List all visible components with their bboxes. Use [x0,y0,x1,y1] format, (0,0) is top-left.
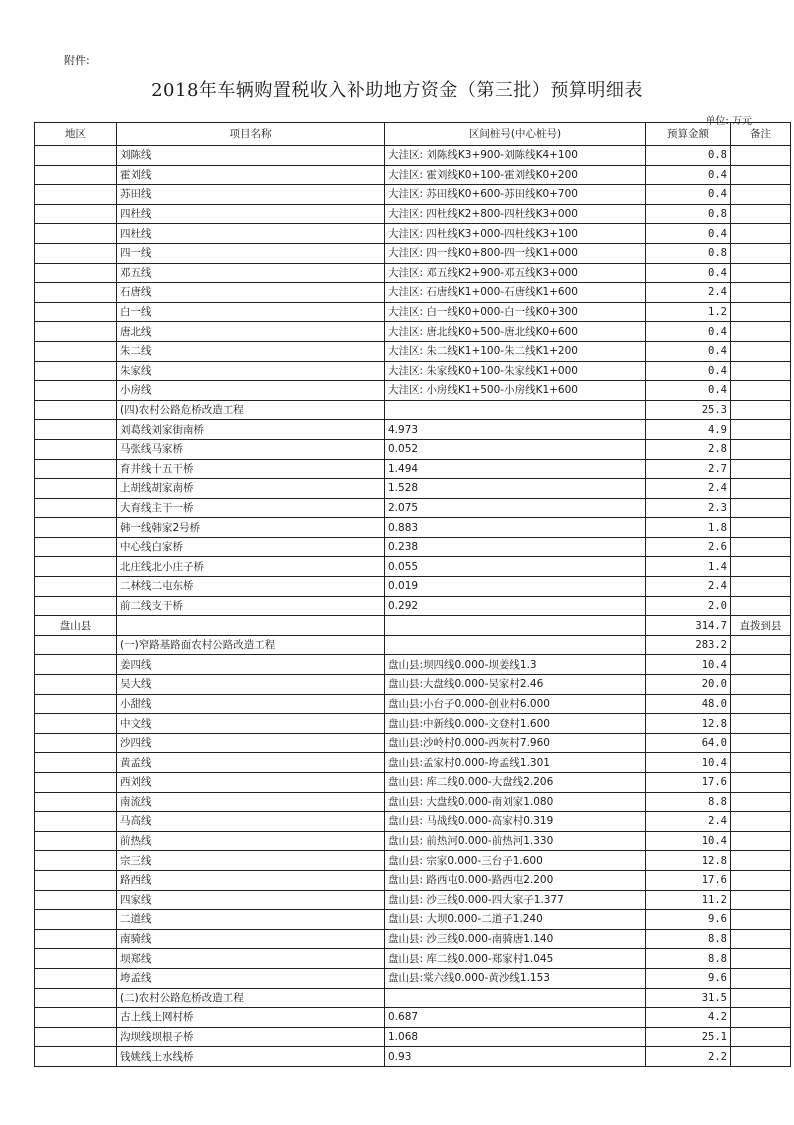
cell-range: 大洼区: 四杜线K2+800-四杜线K3+000 [385,204,646,224]
cell-region [35,773,117,793]
cell-remark [731,204,791,224]
cell-region [35,988,117,1008]
cell-amount: 0.4 [646,224,731,244]
cell-remark [731,557,791,577]
cell-region [35,596,117,616]
cell-region [35,577,117,597]
cell-project-name: 中心线白家桥 [117,537,385,557]
table-row [35,302,791,322]
cell-amount: 0.4 [646,263,731,283]
cell-range: 1.068 [385,1027,646,1047]
cell-project-name: 西刘线 [117,773,385,793]
cell-project-name: 南骑线 [117,929,385,949]
table-row [35,929,791,949]
cell-range: 盘山县: 前热河0.000-前热河1.330 [385,831,646,851]
header-remark: 备注 [731,123,791,146]
cell-range: 4.973 [385,420,646,440]
cell-remark [731,831,791,851]
cell-amount: 8.8 [646,929,731,949]
cell-range: 盘山县: 大坝0.000-二道子1.240 [385,910,646,930]
cell-project-name: 四杜线 [117,224,385,244]
cell-amount: 10.4 [646,655,731,675]
cell-remark [731,870,791,890]
cell-project-name: 南流线 [117,792,385,812]
cell-range: 盘山县: 库二线0.000-郑家村1.045 [385,949,646,969]
cell-range: 0.238 [385,537,646,557]
cell-remark [731,890,791,910]
cell-region [35,753,117,773]
table-row [35,361,791,381]
cell-amount: 4.2 [646,1008,731,1028]
cell-remark [731,812,791,832]
cell-project-name: 马高线 [117,812,385,832]
cell-region [35,263,117,283]
cell-project-name: 四一线 [117,243,385,263]
table-row [35,557,791,577]
cell-range: 大洼区: 四杜线K3+000-四杜线K3+100 [385,224,646,244]
cell-amount: 2.4 [646,479,731,499]
cell-region [35,733,117,753]
cell-range: 盘山县:坝四线0.000-坝姜线1.3 [385,655,646,675]
cell-amount: 0.8 [646,243,731,263]
cell-region: 盘山县 [35,616,117,636]
table-row [35,439,791,459]
cell-remark [731,968,791,988]
cell-project-name: 路西线 [117,870,385,890]
cell-range: 盘山县: 路西屯0.000-路西屯2.200 [385,870,646,890]
cell-range: 盘山县:中新线0.000-文登村1.600 [385,714,646,734]
table-row [35,204,791,224]
cell-range: 盘山县:棠六线0.000-黄沙线1.153 [385,968,646,988]
table-row [35,341,791,361]
table-row [35,224,791,244]
cell-remark [731,596,791,616]
cell-remark [731,146,791,166]
cell-remark [731,714,791,734]
cell-remark: 直拨到县 [731,616,791,636]
table-row [35,420,791,440]
cell-remark [731,165,791,185]
cell-amount: 2.0 [646,596,731,616]
unit-label: 单位: 万元 [705,116,752,127]
cell-region [35,420,117,440]
table-header-row [35,123,791,146]
cell-range: 大洼区: 石唐线K1+000-石唐线K1+600 [385,283,646,303]
table-row [35,263,791,283]
table-row [35,185,791,205]
cell-range: 大洼区: 苏田线K0+600-苏田线K0+700 [385,185,646,205]
cell-project-name: 刘陈线 [117,146,385,166]
cell-region [35,890,117,910]
cell-remark [731,753,791,773]
cell-amount: 283.2 [646,635,731,655]
table-row [35,1008,791,1028]
table-row [35,675,791,695]
cell-amount: 2.6 [646,537,731,557]
cell-region [35,243,117,263]
cell-amount: 12.8 [646,851,731,871]
cell-range: 盘山县: 大盘线0.000-南刘家1.080 [385,792,646,812]
cell-project-name: 黄孟线 [117,753,385,773]
cell-remark [731,910,791,930]
cell-project-name: 四杜线 [117,204,385,224]
cell-range: 盘山县: 库二线0.000-大盘线2.206 [385,773,646,793]
cell-range: 0.883 [385,518,646,538]
cell-region [35,1027,117,1047]
cell-project-name: 四家线 [117,890,385,910]
cell-range: 盘山县:大盘线0.000-吴家村2.46 [385,675,646,695]
cell-range: 2.075 [385,498,646,518]
cell-region [35,1008,117,1028]
table-row [35,694,791,714]
cell-project-name: 前二线支干桥 [117,596,385,616]
table-row [35,400,791,420]
cell-amount: 11.2 [646,890,731,910]
cell-project-name: 朱家线 [117,361,385,381]
table-row [35,753,791,773]
cell-remark [731,1047,791,1067]
table-row [35,459,791,479]
cell-remark [731,773,791,793]
cell-project-name: 沙四线 [117,733,385,753]
cell-range: 1.528 [385,479,646,499]
table-row [35,655,791,675]
cell-region [35,381,117,401]
table-row [35,1047,791,1067]
cell-amount: 0.4 [646,361,731,381]
cell-project-name: 韩一线韩家2号桥 [117,518,385,538]
cell-project-name: 邓五线 [117,263,385,283]
cell-amount: 8.8 [646,792,731,812]
cell-project-name: 古上线上网村桥 [117,1008,385,1028]
cell-amount: 1.2 [646,302,731,322]
table-row [35,635,791,655]
cell-region [35,322,117,342]
table-row [35,596,791,616]
cell-region [35,655,117,675]
cell-range: 大洼区: 唐北线K0+500-唐北线K0+600 [385,322,646,342]
cell-project-name: 北庄线北小庄子桥 [117,557,385,577]
cell-amount: 0.4 [646,322,731,342]
cell-range: 大洼区: 刘陈线K3+900-刘陈线K4+100 [385,146,646,166]
table-row [35,870,791,890]
cell-amount: 2.2 [646,1047,731,1067]
table-row [35,851,791,871]
cell-remark [731,322,791,342]
budget-table [34,122,791,1067]
cell-project-name: 钱姚线上水线桥 [117,1047,385,1067]
cell-range: 盘山县:孟家村0.000-垮孟线1.301 [385,753,646,773]
cell-amount: 20.0 [646,675,731,695]
cell-region [35,361,117,381]
cell-project-name: 刘葛线刘家街南桥 [117,420,385,440]
cell-range: 0.687 [385,1008,646,1028]
cell-project-name: 前热线 [117,831,385,851]
cell-remark [731,988,791,1008]
cell-range: 大洼区: 霍刘线K0+100-霍刘线K0+200 [385,165,646,185]
cell-project-name: (四)农村公路危桥改造工程 [117,400,385,420]
table-row [35,812,791,832]
cell-range: 大洼区: 朱二线K1+100-朱二线K1+200 [385,341,646,361]
cell-remark [731,243,791,263]
cell-project-name: 沟坝线坝根子桥 [117,1027,385,1047]
cell-range: 盘山县: 沙三线0.000-四大家子1.377 [385,890,646,910]
cell-remark [731,949,791,969]
table-row [35,890,791,910]
cell-amount: 314.7 [646,616,731,636]
cell-range: 盘山县: 沙三线0.000-南骑唐1.140 [385,929,646,949]
table-body [35,146,791,1067]
cell-remark [731,792,791,812]
cell-region [35,949,117,969]
cell-range [385,616,646,636]
cell-remark [731,655,791,675]
cell-amount: 64.0 [646,733,731,753]
cell-project-name: 苏田线 [117,185,385,205]
cell-region [35,635,117,655]
cell-project-name: 朱二线 [117,341,385,361]
cell-range: 盘山县: 宗家0.000-三台子1.600 [385,851,646,871]
cell-remark [731,694,791,714]
table-row [35,831,791,851]
cell-region [35,165,117,185]
cell-remark [731,577,791,597]
cell-project-name: 宗三线 [117,851,385,871]
cell-amount: 2.8 [646,439,731,459]
cell-region [35,675,117,695]
cell-remark [731,929,791,949]
cell-project-name: 育井线十五干桥 [117,459,385,479]
cell-project-name: 唐北线 [117,322,385,342]
cell-range: 0.055 [385,557,646,577]
cell-region [35,146,117,166]
table-row [35,714,791,734]
cell-amount: 12.8 [646,714,731,734]
cell-remark [731,263,791,283]
cell-project-name: 霍刘线 [117,165,385,185]
cell-remark [731,459,791,479]
cell-region [35,459,117,479]
cell-project-name: 小甜线 [117,694,385,714]
cell-region [35,283,117,303]
table-row [35,792,791,812]
cell-project-name: 马张线马家桥 [117,439,385,459]
cell-amount: 2.4 [646,812,731,832]
cell-amount: 0.4 [646,341,731,361]
cell-region [35,518,117,538]
table-row [35,910,791,930]
cell-project-name: 大育线主干一桥 [117,498,385,518]
cell-region [35,224,117,244]
cell-amount: 2.4 [646,283,731,303]
cell-range: 大洼区: 邓五线K2+900-邓五线K3+000 [385,263,646,283]
cell-remark [731,283,791,303]
table-row [35,243,791,263]
cell-remark [731,400,791,420]
table-row [35,988,791,1008]
table-row [35,322,791,342]
cell-amount: 0.8 [646,204,731,224]
cell-range: 盘山县:小台子0.000-创业村6.000 [385,694,646,714]
cell-amount: 8.8 [646,949,731,969]
cell-amount: 0.8 [646,146,731,166]
cell-remark [731,498,791,518]
cell-amount: 48.0 [646,694,731,714]
cell-amount: 31.5 [646,988,731,1008]
cell-range: 大洼区: 小房线K1+500-小房线K1+600 [385,381,646,401]
cell-remark [731,341,791,361]
cell-range [385,635,646,655]
cell-region [35,204,117,224]
cell-amount: 9.6 [646,910,731,930]
cell-amount: 1.4 [646,557,731,577]
cell-remark [731,479,791,499]
cell-region [35,831,117,851]
header-amount: 预算金额 [646,123,731,146]
cell-region [35,341,117,361]
cell-range: 1.494 [385,459,646,479]
cell-region [35,968,117,988]
cell-region [35,400,117,420]
table-row [35,381,791,401]
cell-range [385,988,646,1008]
cell-remark [731,361,791,381]
cell-region [35,714,117,734]
cell-amount: 4.9 [646,420,731,440]
cell-region [35,694,117,714]
table-row [35,949,791,969]
cell-range: 0.052 [385,439,646,459]
cell-region [35,185,117,205]
cell-amount: 25.1 [646,1027,731,1047]
table-row [35,498,791,518]
cell-remark [731,302,791,322]
cell-amount: 17.6 [646,773,731,793]
table-row [35,773,791,793]
cell-project-name: (二)农村公路危桥改造工程 [117,988,385,1008]
cell-region [35,792,117,812]
cell-remark [731,675,791,695]
cell-amount: 2.3 [646,498,731,518]
cell-project-name: 坝郑线 [117,949,385,969]
cell-project-name: 白一线 [117,302,385,322]
cell-project-name: 二道线 [117,910,385,930]
cell-region [35,851,117,871]
cell-remark [731,733,791,753]
cell-amount: 2.4 [646,577,731,597]
cell-project-name: 吴大线 [117,675,385,695]
cell-range [385,400,646,420]
cell-amount: 17.6 [646,870,731,890]
table-row [35,577,791,597]
cell-remark [731,224,791,244]
cell-remark [731,185,791,205]
cell-region [35,870,117,890]
cell-amount: 2.7 [646,459,731,479]
cell-project-name: 中文线 [117,714,385,734]
cell-remark [731,439,791,459]
cell-remark [731,1027,791,1047]
cell-range: 大洼区: 朱家线K0+100-朱家线K1+000 [385,361,646,381]
cell-project-name [117,616,385,636]
cell-project-name: 石唐线 [117,283,385,303]
cell-amount: 25.3 [646,400,731,420]
table-row [35,616,791,636]
cell-amount: 9.6 [646,968,731,988]
cell-range: 盘山县:沙岭村0.000-西灰村7.960 [385,733,646,753]
cell-region [35,910,117,930]
cell-range: 0.93 [385,1047,646,1067]
cell-region [35,302,117,322]
cell-amount: 0.4 [646,381,731,401]
cell-remark [731,1008,791,1028]
cell-project-name: 姜四线 [117,655,385,675]
cell-amount: 10.4 [646,753,731,773]
cell-range: 大洼区: 四一线K0+800-四一线K1+000 [385,243,646,263]
cell-remark [731,537,791,557]
table-row [35,968,791,988]
header-region: 地区 [35,123,117,146]
cell-region [35,929,117,949]
table-row [35,146,791,166]
cell-remark [731,381,791,401]
header-project-name: 项目名称 [117,123,385,146]
cell-project-name: 二林线二屯东桥 [117,577,385,597]
cell-range: 盘山县: 马战线0.000-高家村0.319 [385,812,646,832]
cell-remark [731,518,791,538]
cell-project-name: 上胡线胡家南桥 [117,479,385,499]
cell-remark [731,851,791,871]
cell-range: 0.019 [385,577,646,597]
cell-remark [731,420,791,440]
cell-region [35,812,117,832]
annex-label: 附件: [64,54,90,67]
cell-remark [731,635,791,655]
cell-project-name: (一)窄路基路面农村公路改造工程 [117,635,385,655]
cell-region [35,498,117,518]
table-row [35,1027,791,1047]
cell-region [35,537,117,557]
cell-amount: 1.8 [646,518,731,538]
table-row [35,733,791,753]
cell-range: 大洼区: 白一线K0+000-白一线K0+300 [385,302,646,322]
cell-region [35,439,117,459]
table-row [35,283,791,303]
table-row [35,537,791,557]
cell-amount: 0.4 [646,165,731,185]
table-row [35,518,791,538]
cell-range: 0.292 [385,596,646,616]
cell-amount: 0.4 [646,185,731,205]
cell-region [35,479,117,499]
page-title: 2018年车辆购置税收入补助地方资金（第三批）预算明细表 [151,80,643,101]
table-row [35,165,791,185]
cell-region [35,1047,117,1067]
table-row [35,479,791,499]
header-range: 区间桩号(中心桩号) [385,123,646,146]
cell-project-name: 小房线 [117,381,385,401]
cell-region [35,557,117,577]
cell-project-name: 垮孟线 [117,968,385,988]
cell-amount: 10.4 [646,831,731,851]
